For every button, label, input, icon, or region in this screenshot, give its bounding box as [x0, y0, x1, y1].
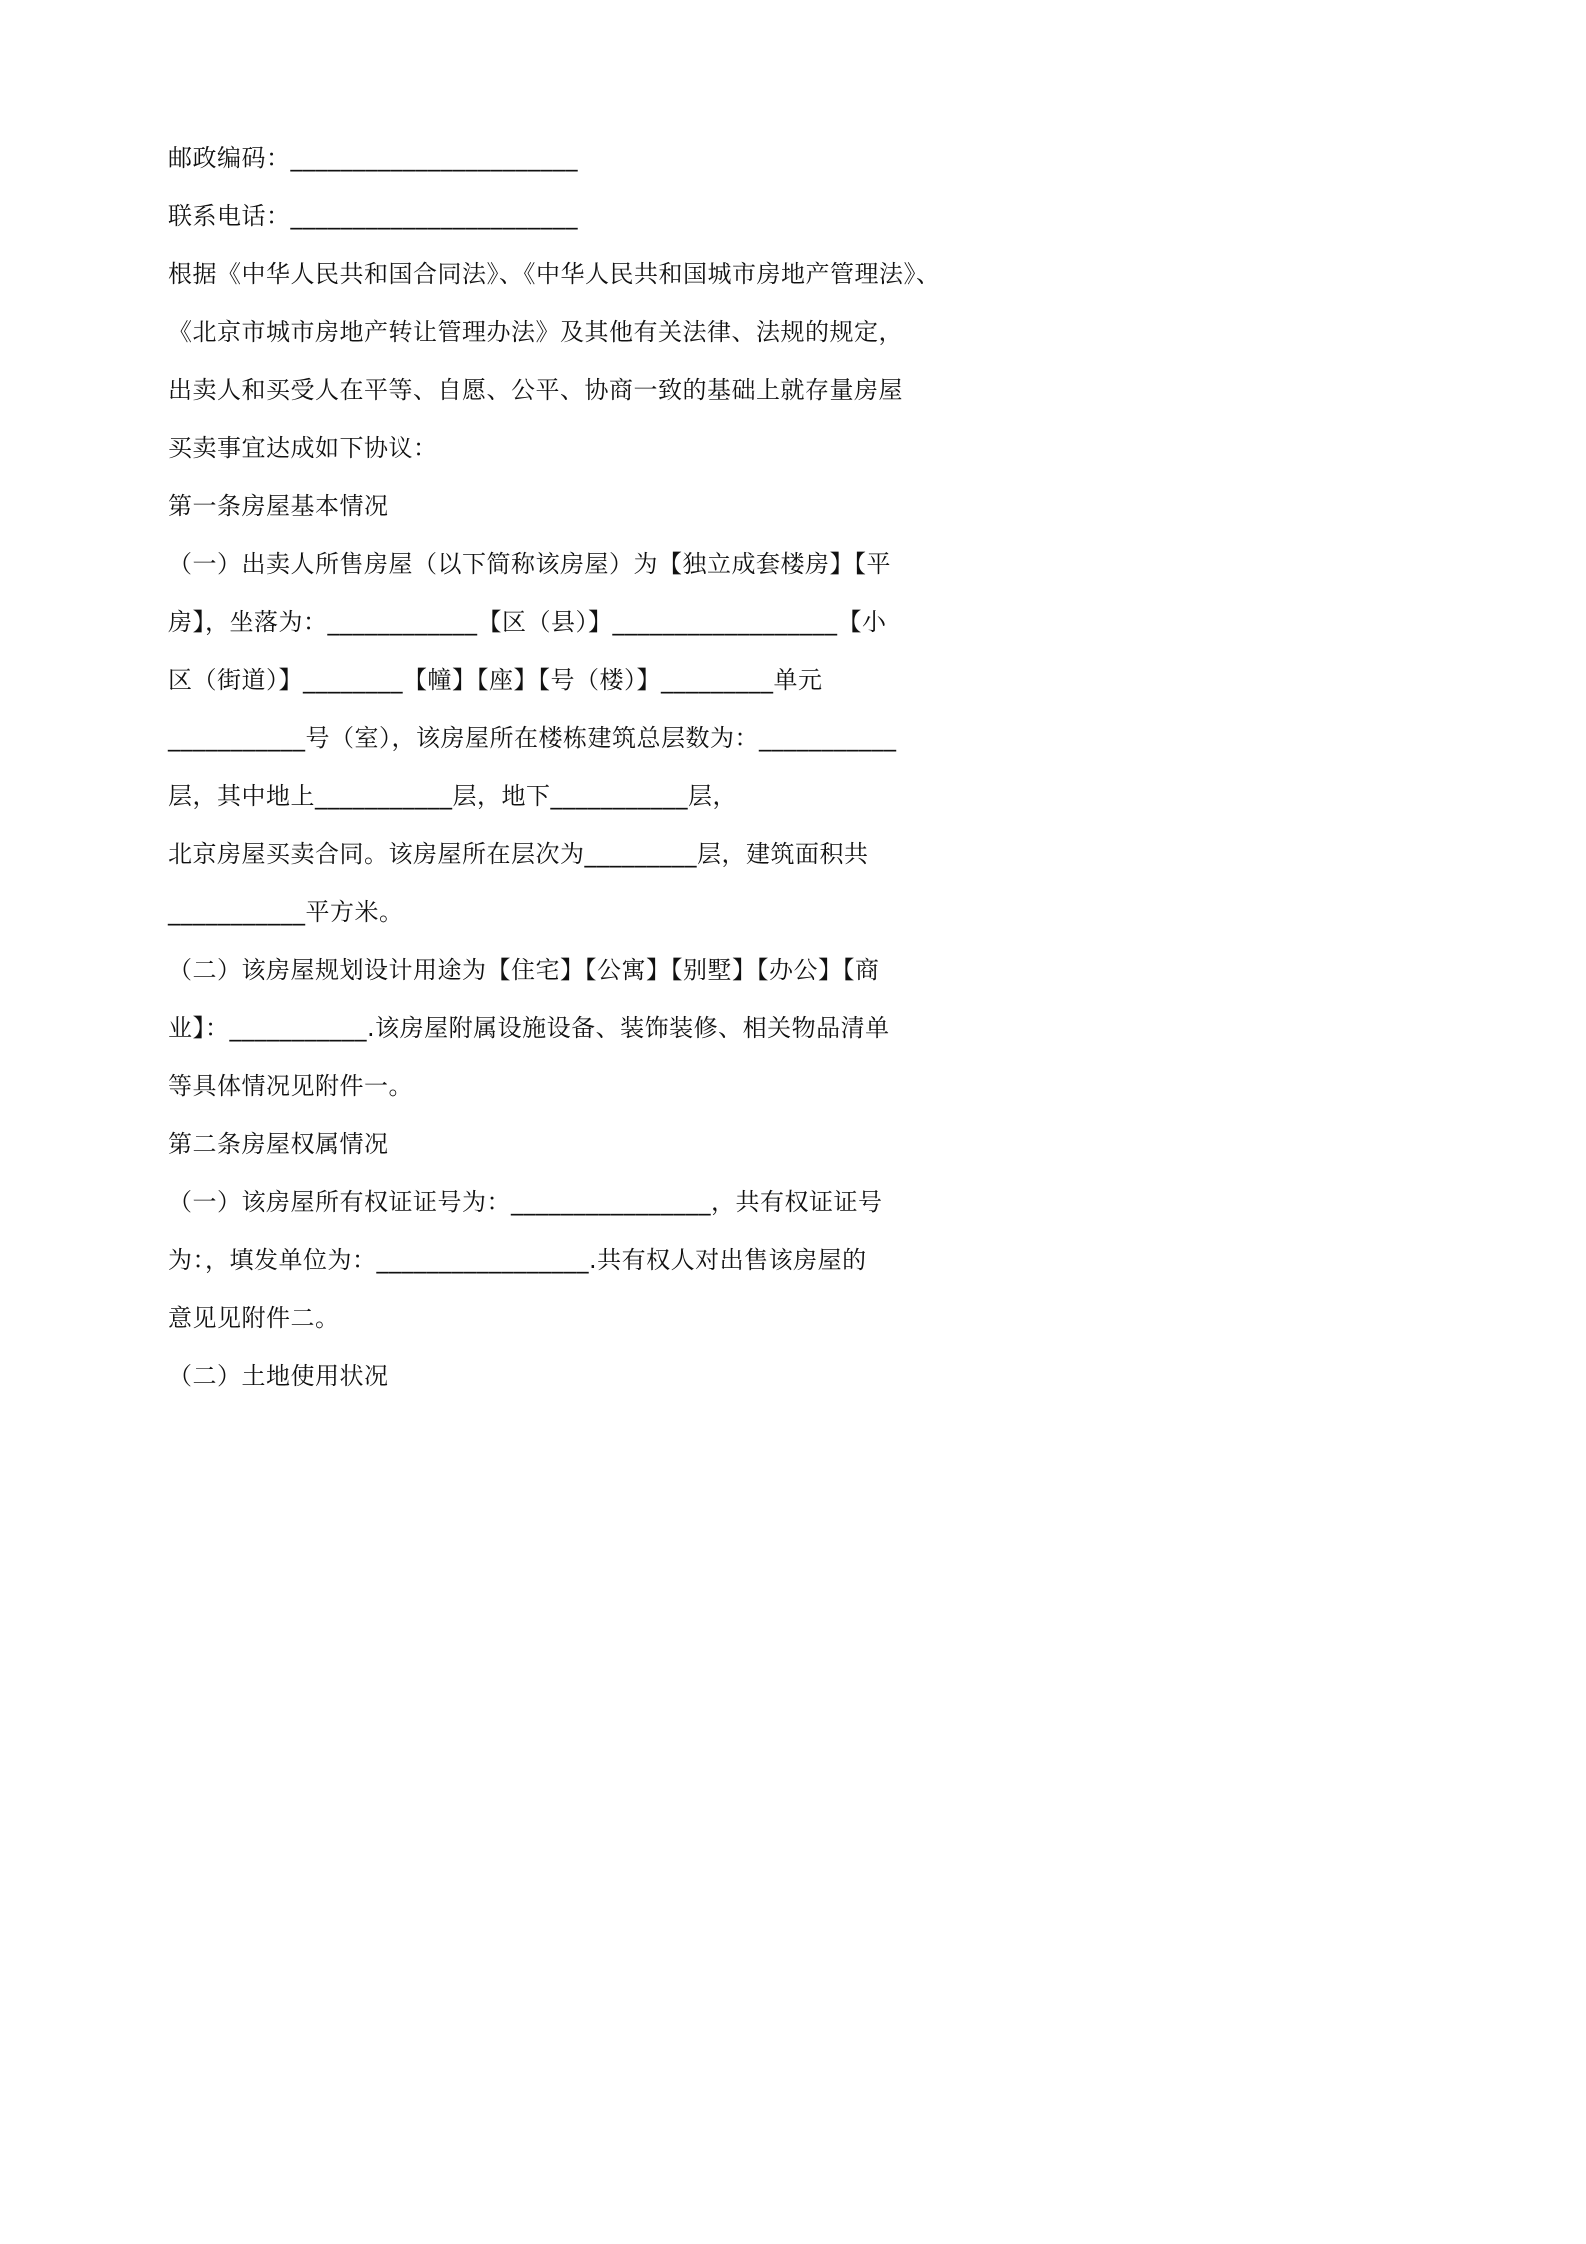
phone-line: 联系电话：_______________________: [168, 202, 578, 230]
paragraph-line: 意见见附件二。: [168, 1304, 340, 1332]
paragraph-line: 为：，填发单位为：_________________.共有权人对出售该房屋的: [168, 1246, 867, 1274]
paragraph-line: 房】，坐落为：____________【区（县）】__________________【小: [168, 608, 887, 636]
article-heading: 第二条房屋权属情况: [168, 1130, 389, 1158]
paragraph-line: 买卖事宜达成如下协议：: [168, 434, 438, 462]
paragraph-line: （一）出卖人所售房屋（以下简称该房屋）为【独立成套楼房】【平: [168, 550, 891, 578]
paragraph-line: 层，其中地上___________层，地下___________层，: [168, 782, 737, 810]
paragraph-line: 北京房屋买卖合同。该房屋所在层次为_________层，建筑面积共: [168, 840, 869, 868]
paragraph-line: 《北京市城市房地产转让管理办法》及其他有关法律、法规的规定，: [168, 318, 903, 346]
paragraph-line: 出卖人和买受人在平等、自愿、公平、协商一致的基础上就存量房屋: [168, 376, 903, 404]
paragraph-line: 根据《中华人民共和国合同法》、《中华人民共和国城市房地产管理法》、: [168, 260, 941, 288]
document-page: [0, 0, 1100, 1556]
paragraph-line: 业】：___________.该房屋附属设施设备、装饰装修、相关物品清单: [168, 1014, 890, 1042]
section-heading: （二）土地使用状况: [168, 1362, 389, 1390]
paragraph-line: ___________号（室），该房屋所在楼栋建筑总层数为：___________: [168, 724, 897, 752]
paragraph-line: ___________平方米。: [168, 898, 404, 926]
article-heading: 第一条房屋基本情况: [168, 492, 389, 520]
paragraph-line: （一）该房屋所有权证证号为：________________，共有权证证号: [168, 1188, 883, 1216]
paragraph-line: 区（街道）】________【幢】【座】【号（楼）】_________单元: [168, 666, 823, 694]
postal-code-line: 邮政编码：_______________________: [168, 144, 578, 172]
paragraph-line: （二）该房屋规划设计用途为【住宅】【公寓】【别墅】【办公】【商: [168, 956, 880, 984]
paragraph-line: 等具体情况见附件一。: [168, 1072, 413, 1100]
